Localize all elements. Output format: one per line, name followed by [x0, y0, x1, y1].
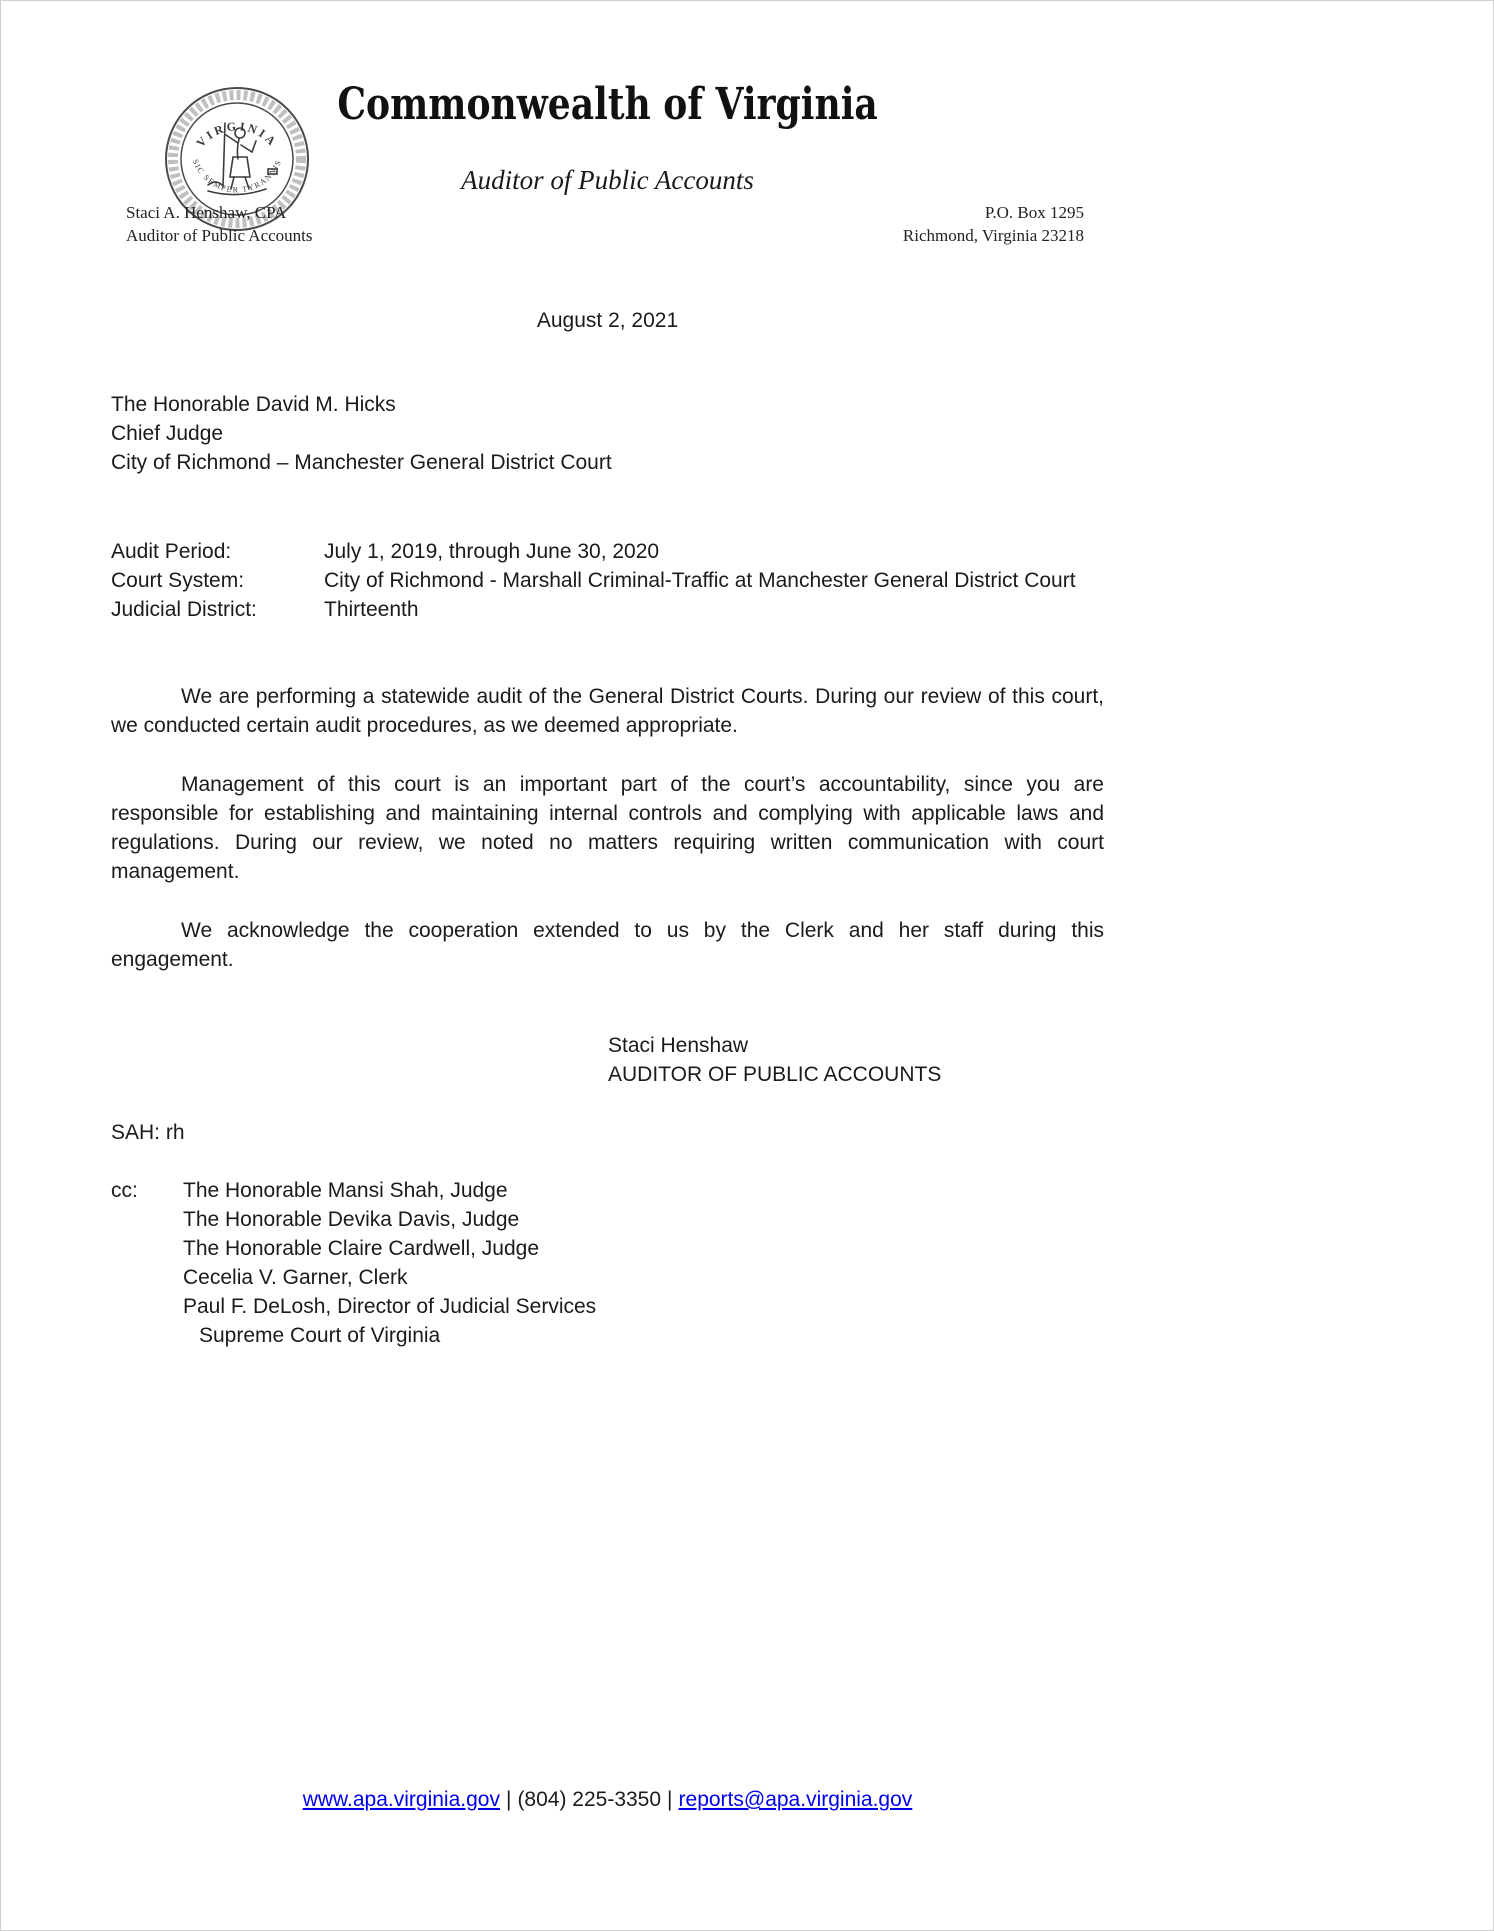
seal-bottom-text: SIC SEMPER TYRANNIS	[190, 157, 284, 195]
signature-block	[608, 1031, 1104, 1089]
paragraph-audit-scope: We are performing a statewide audit of the General District Courts. During our review of this court, we conducted certain audit procedures, as we deemed appropriate.	[111, 685, 1104, 737]
signature-title: AUDITOR OF PUBLIC ACCOUNTS	[608, 1063, 942, 1086]
po-box: P.O. Box 1295	[984, 203, 1084, 222]
reference-initials: SAH: rh	[111, 1121, 185, 1144]
court-system-label: Court System:	[111, 569, 245, 592]
cc-item: Paul F. DeLosh, Director of Judicial Services	[183, 1295, 597, 1318]
letter-body	[111, 306, 1104, 1350]
auditor-title: Auditor of Public Accounts	[126, 226, 313, 245]
letter-paragraphs	[111, 682, 1104, 974]
website-link[interactable]: www.apa.virginia.gov	[302, 1788, 500, 1811]
recipient-block	[111, 390, 1104, 477]
audit-meta-block	[111, 537, 1104, 624]
recipient-court: City of Richmond – Manchester General District Court	[111, 451, 612, 474]
paragraph-management: Management of this court is an important part of the court’s accountability, since you are responsible for establishing and maintaining internal controls and complying with applicable laws and regulations. During our review, we noted no matters requiring written communication with court management.	[111, 773, 1104, 883]
email-link[interactable]: reports@apa.virginia.gov	[678, 1788, 913, 1811]
footer-contact-line	[111, 1785, 1104, 1814]
cc-item: Cecelia V. Garner, Clerk	[183, 1266, 408, 1289]
cc-label: cc:	[111, 1179, 138, 1202]
paragraph-acknowledgement: We acknowledge the cooperation extended to us by the Clerk and her staff during this engagement.	[111, 919, 1104, 971]
cc-item: The Honorable Devika Davis, Judge	[183, 1208, 520, 1231]
footer-separator: |	[667, 1788, 673, 1811]
footer-separator: |	[505, 1788, 512, 1811]
cc-item-suborg: Supreme Court of Virginia	[199, 1324, 441, 1347]
office-address-block	[903, 201, 1084, 247]
cc-block	[111, 1176, 1104, 1350]
phone-number: (804) 225-3350	[517, 1788, 662, 1811]
city-state-zip: Richmond, Virginia 23218	[902, 226, 1084, 245]
signature-name: Staci Henshaw	[608, 1034, 749, 1057]
cc-item: The Honorable Claire Cardwell, Judge	[183, 1237, 540, 1260]
court-system-value: City of Richmond - Marshall Criminal-Traffic at Manchester General District Court	[324, 569, 1076, 592]
letter-date: August 2, 2021	[536, 309, 679, 332]
auditor-contact-block	[126, 201, 313, 247]
cc-list	[183, 1176, 1104, 1350]
recipient-name: The Honorable David M. Hicks	[111, 393, 396, 416]
recipient-title: Chief Judge	[111, 422, 224, 445]
cc-item: The Honorable Mansi Shah, Judge	[183, 1179, 508, 1202]
auditor-name: Staci A. Henshaw, CPA	[126, 203, 287, 222]
letterhead	[111, 77, 1104, 196]
judicial-district-value: Thirteenth	[324, 598, 419, 621]
audit-period-label: Audit Period:	[111, 540, 232, 563]
judicial-district-label: Judicial District:	[111, 598, 257, 621]
audit-period-value: July 1, 2019, through June 30, 2020	[324, 540, 660, 563]
seal-top-text: VIRGINIA	[193, 119, 281, 150]
page-subtitle: Auditor of Public Accounts	[461, 165, 754, 195]
page-title: Commonwealth of Virginia	[337, 79, 878, 130]
